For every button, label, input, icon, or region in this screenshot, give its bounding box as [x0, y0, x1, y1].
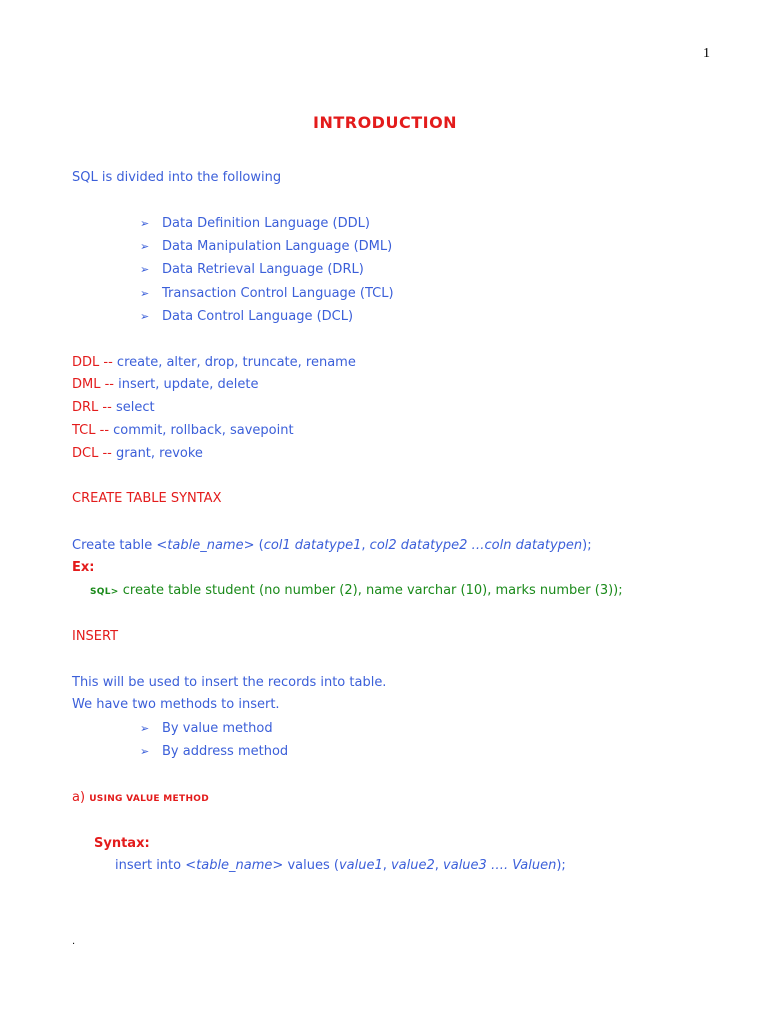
page-title: INTRODUCTION	[313, 113, 458, 132]
arrow-bullet-icon: ➢	[140, 722, 150, 735]
command-row-dml: DML -- insert, update, delete	[72, 377, 259, 392]
intro-line: SQL is divided into the following	[72, 170, 282, 185]
list-item: ➢ Transaction Control Language (TCL)	[140, 286, 394, 301]
create-table-heading: CREATE TABLE SYNTAX	[72, 491, 222, 506]
list-item: ➢ By value method	[140, 721, 273, 736]
list-item: ➢ Data Definition Language (DDL)	[140, 216, 370, 231]
command-row-drl: DRL -- select	[72, 400, 155, 415]
command-row-ddl: DDL -- create, alter, drop, truncate, rename	[72, 355, 356, 370]
arrow-bullet-icon: ➢	[140, 745, 150, 758]
syntax-label: Syntax:	[94, 836, 150, 851]
list-item: ➢ Data Manipulation Language (DML)	[140, 239, 393, 254]
arrow-bullet-icon: ➢	[140, 217, 150, 230]
insert-description-2: We have two methods to insert.	[72, 697, 280, 712]
page-number: 1	[703, 46, 710, 61]
command-row-tcl: TCL -- commit, rollback, savepoint	[72, 423, 294, 438]
arrow-bullet-icon: ➢	[140, 310, 150, 323]
command-row-dcl: DCL -- grant, revoke	[72, 446, 203, 461]
arrow-bullet-icon: ➢	[140, 240, 150, 253]
list-item: ➢ Data Retrieval Language (DRL)	[140, 262, 364, 277]
arrow-bullet-icon: ➢	[140, 263, 150, 276]
insert-heading: INSERT	[72, 629, 119, 644]
example-command: SQL> create table student (no number (2), name varchar (10), marks number (3));	[90, 583, 623, 598]
insert-syntax: insert into <table_name> values (value1, value2, value3 …. Valuen);	[115, 858, 566, 873]
arrow-bullet-icon: ➢	[140, 287, 150, 300]
example-label: Ex:	[72, 560, 95, 575]
list-item: ➢ Data Control Language (DCL)	[140, 309, 354, 324]
insert-description-1: This will be used to insert the records into table.	[72, 675, 387, 690]
list-item: ➢ By address method	[140, 744, 289, 759]
using-value-method-heading: a) USING VALUE METHOD	[72, 790, 209, 805]
create-table-syntax: Create table <table_name> (col1 datatype1, col2 datatype2 …coln datatypen);	[72, 538, 592, 553]
footer-mark: .	[72, 936, 76, 947]
